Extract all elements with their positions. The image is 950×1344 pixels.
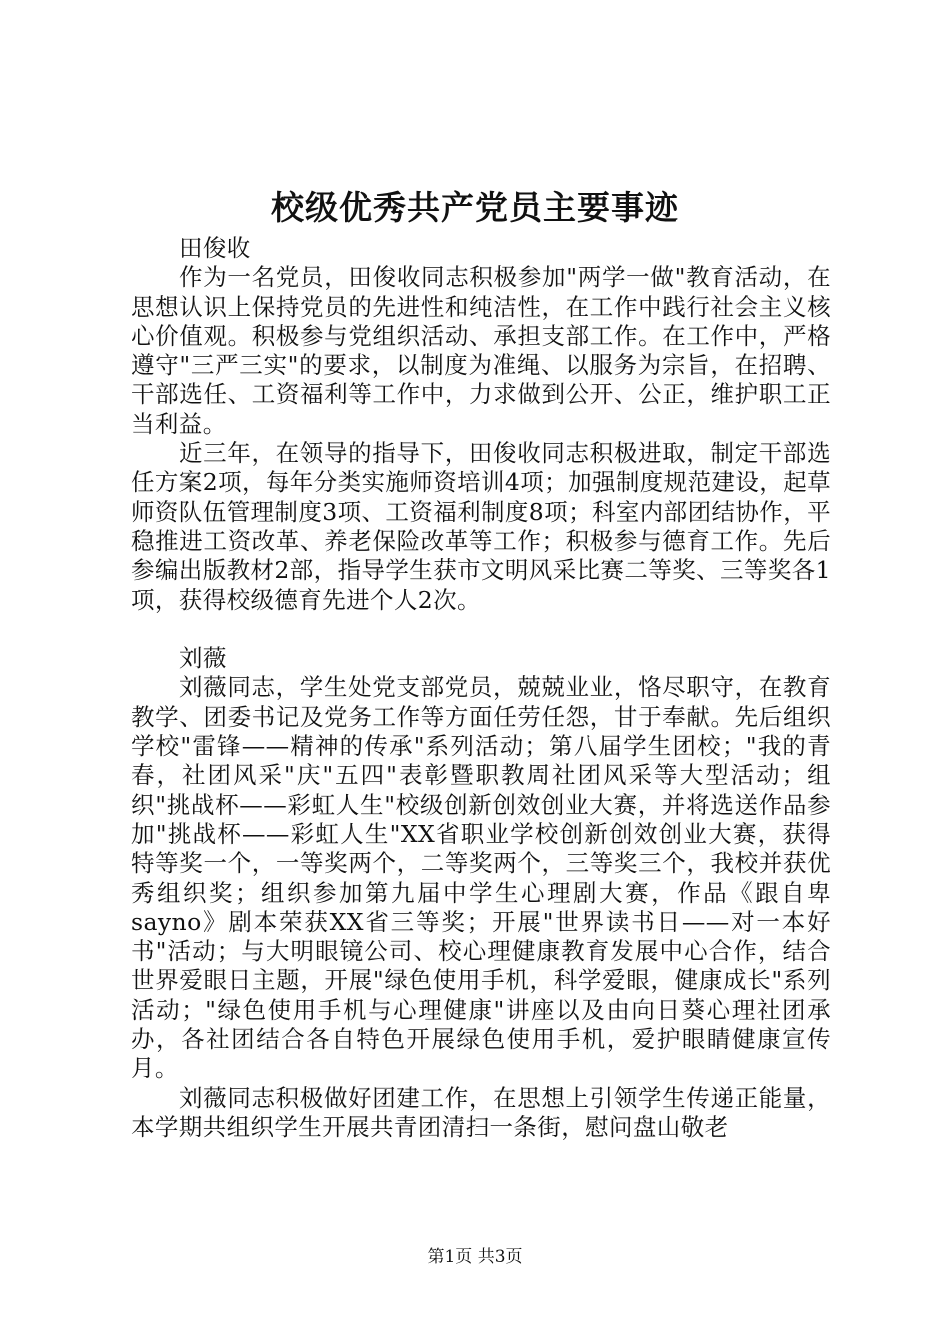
document-body: [131, 234, 831, 1142]
page-footer: 第1页 共3页: [427, 1247, 523, 1267]
paragraph: 近三年，在领导的指导下，田俊收同志积极进取，制定干部选任方案2项，每年分类实施师资培训4项；加强制度规范建设，起草师资队伍管理制度3项、工资福利制度8项；科室内部团结协作，平稳推进工资改革、养老保险改革等工作；积极参与德育工作。先后参编出版教材2部，指导学生获市文明风采比赛二等奖、三等奖各1项，获得校级德育先进个人2次。: [131, 439, 831, 614]
paragraph: 作为一名党员，田俊收同志积极参加"两学一做"教育活动，在思想认识上保持党员的先进性和纯洁性，在工作中践行社会主义核心价值观。积极参与党组织活动、承担支部工作。在工作中，严格遵守"三严三实"的要求，以制度为准绳、以服务为宗旨，在招聘、干部选任、工资福利等工作中，力求做到公开、公正，维护职工正当利益。: [131, 263, 831, 438]
section-gap: [131, 615, 831, 644]
paragraph: 刘薇同志积极做好团建工作，在思想上引领学生传递正能量，本学期共组织学生开展共青团清扫一条街，慰问盘山敬老: [131, 1083, 831, 1141]
document-title: 校级优秀共产党员主要事迹: [271, 188, 679, 227]
person-name-liu: 刘薇: [179, 644, 227, 673]
paragraph: 刘薇同志，学生处党支部党员，兢兢业业，恪尽职守，在教育教学、团委书记及党务工作等方面任劳任怨，甘于奉献。先后组织学校"雷锋——精神的传承"系列活动；第八届学生团校；"我的青春，社团风采"庆"五四"表彰暨职教周社团风采等大型活动；组织"挑战杯——彩虹人生"校级创新创效创业大赛，并将选送作品参加"挑战杯——彩虹人生"XX省职业学校创新创效创业大赛，获得特等奖一个，一等奖两个，二等奖两个，三等奖三个，我校并获优秀组织奖；组织参加第九届中学生心理剧大赛，作品《跟自卑sayno》剧本荣获XX省三等奖；开展"世界读书日——对一本好书"活动；与大明眼镜公司、校心理健康教育发展中心合作，结合世界爱眼日主题，开展"绿色使用手机，科学爱眼，健康成长"系列活动；"绿色使用手机与心理健康"讲座以及由向日葵心理社团承办，各社团结合各自特色开展绿色使用手机，爱护眼睛健康宣传月。: [131, 673, 831, 1083]
person-name-tian: 田俊收: [179, 234, 251, 262]
